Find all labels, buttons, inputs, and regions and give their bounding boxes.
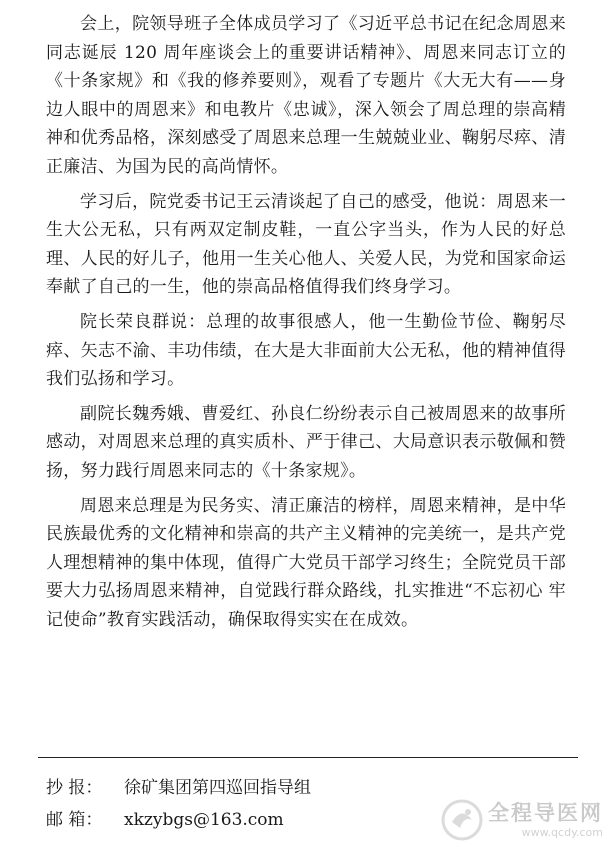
footer-divider	[38, 757, 578, 758]
watermark-logo-icon	[440, 798, 484, 842]
paragraph-dean: 院长荣良群说：总理的故事很感人，他一生勤俭节俭、鞠躬尽瘁、矢志不渝、丰功伟绩，在大是大非面前大公无私，他的精神值得我们弘扬和学习。	[46, 311, 566, 390]
footer-cc-line	[46, 776, 566, 800]
watermark-name: 全程导医网	[488, 800, 603, 825]
watermark-text	[488, 800, 603, 839]
watermark-url: www.qcdy.com	[521, 825, 603, 839]
cc-label: 抄 报：	[46, 778, 103, 798]
document-body	[46, 10, 566, 640]
cc-value: 徐矿集团第四巡回指导组	[124, 778, 311, 798]
mail-value: xkzybgs@163.com	[124, 810, 284, 830]
mail-label: 邮 箱：	[46, 810, 103, 830]
watermark	[440, 798, 603, 842]
paragraph-vice-deans: 副院长魏秀娥、曹爱红、孙良仁纷纷表示自己被周恩来的故事所感动，对周恩来总理的真实质朴、严于律己、大局意识表示敬佩和赞扬，努力践行周恩来同志的《十条家规》。	[46, 403, 566, 481]
paragraph-conclusion: 周恩来总理是为民务实、清正廉洁的榜样，周恩来精神，是中华民族最优秀的文化精神和崇高的共产主义精神的完美统一，是共产党人理想精神的集中体现，值得广大党员干部学习终生；全院党员干部要大力弘扬周恩来精神，自觉践行群众路线，扎实推进“不忘初心 牢记使命”教育实践活动，确保取得实实在在成效。	[46, 495, 566, 630]
paragraph-party-secretary: 学习后，院党委书记王云清谈起了自己的感受，他说：周恩来一生大公无私，只有两双定制皮鞋，一直公字当头，作为人民的好总理、人民的好儿子，他用一生关心他人、关爱人民，为党和国家命运奉献了自己的一生，他的崇高品格值得我们终身学习。	[46, 191, 566, 298]
paragraph-meeting: 会上，院领导班子全体成员学习了《习近平总书记在纪念周恩来同志诞辰 120 周年座谈会上的重要讲话精神》、周恩来同志订立的《十条家规》和《我的修养要则》，观看了专题片《大无大有——身边人眼中的周恩来》和电教片《忠诚》，深入领会了周总理的崇高精神和优秀品格，深刻感受了周恩来总理一生兢兢业业、鞠躬尽瘁、清正廉洁、为国为民的高尚情怀。	[46, 14, 566, 177]
